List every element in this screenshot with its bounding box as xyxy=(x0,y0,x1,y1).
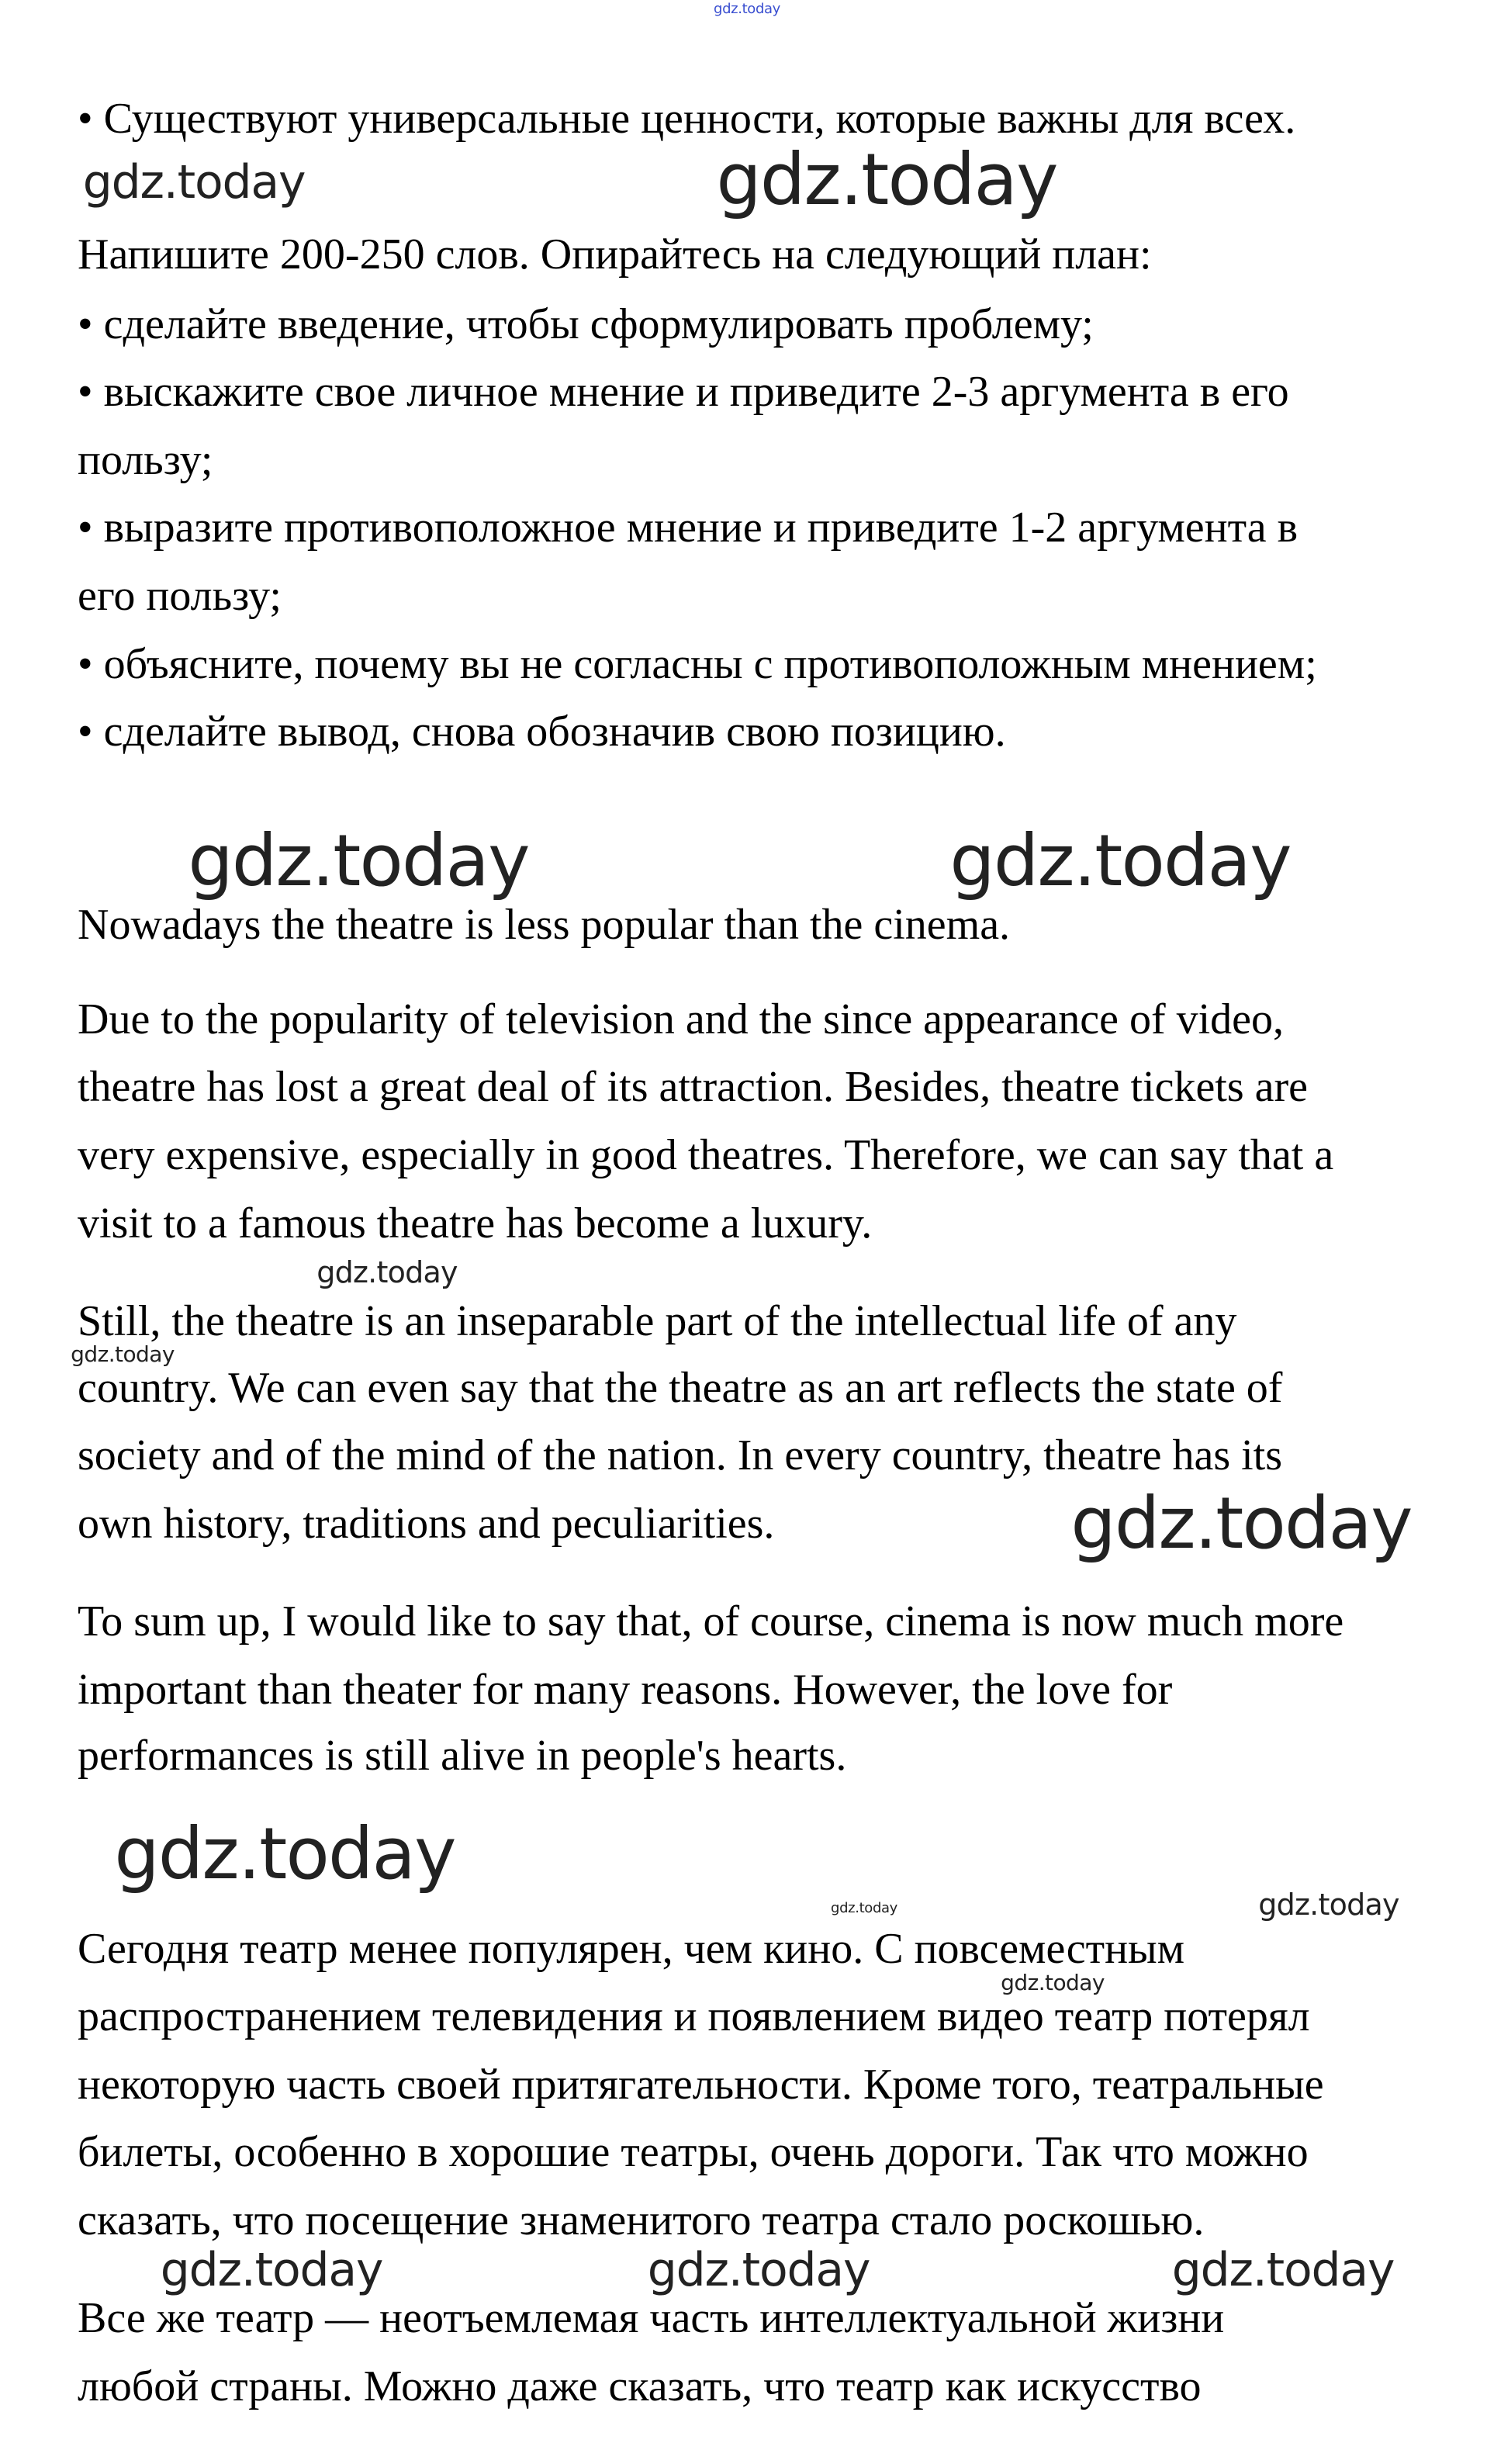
values-bullet: • Существуют универсальные ценности, которые важны для всех. xyxy=(78,95,1296,143)
watermark: gdz.today xyxy=(71,1341,175,1367)
watermark: gdz.today xyxy=(1070,1482,1412,1565)
instruction: Напишите 200-250 слов. Опирайтесь на следующий план: xyxy=(78,230,1152,279)
essay-en-line: very expensive, especially in good theatres. Therefore, we can say that a xyxy=(78,1131,1334,1179)
watermark: gdz.today xyxy=(714,1,780,17)
plan-line: • выскажите свое личное мнение и приведите 2-3 аргумента в его xyxy=(78,368,1289,416)
watermark: gdz.today xyxy=(1171,2243,1395,2297)
essay-en-line: society and of the mind of the nation. In every country, theatre has its xyxy=(78,1431,1283,1479)
watermark: gdz.today xyxy=(831,1900,897,1916)
essay-en-line: theatre has lost a great deal of its attraction. Besides, theatre tickets are xyxy=(78,1063,1309,1111)
watermark: gdz.today xyxy=(188,819,529,902)
watermark: gdz.today xyxy=(1258,1888,1399,1922)
essay-en-line: To sum up, I would like to say that, of course, cinema is now much more xyxy=(78,1597,1344,1646)
essay-en-line: country. We can even say that the theatre as an art reflects the state of xyxy=(78,1364,1283,1412)
essay-en-line: Due to the popularity of television and the since appearance of video, xyxy=(78,995,1285,1043)
plan-line: • объясните, почему вы не согласны с противоположным мнением; xyxy=(78,640,1317,688)
plan-line: его пользу; xyxy=(78,572,282,620)
watermark: gdz.today xyxy=(1001,1970,1105,1995)
essay-en-line: Nowadays the theatre is less popular than the cinema. xyxy=(78,901,1011,949)
essay-ru-line: Все же театр — неотъемлемая часть интеллектуальной жизни xyxy=(78,2294,1225,2342)
essay-en-line: important than theater for many reasons. However, the love for xyxy=(78,1666,1173,1714)
watermark: gdz.today xyxy=(114,1812,455,1895)
plan-line: • выразите противоположное мнение и приведите 1-2 аргумента в xyxy=(78,504,1299,552)
watermark: gdz.today xyxy=(82,155,306,209)
essay-en-line: visit to a famous theatre has become a luxury. xyxy=(78,1199,873,1248)
essay-ru-line: любой страны. Можно даже сказать, что театр как искусство xyxy=(78,2362,1202,2410)
essay-ru-line: билеты, особенно в хорошие театры, очень дороги. Так что можно xyxy=(78,2128,1309,2176)
watermark: gdz.today xyxy=(949,819,1291,902)
essay-ru-line: некоторую часть своей притягательности. Кроме того, театральные xyxy=(78,2061,1324,2109)
plan-line: • сделайте вывод, снова обозначив свою позицию. xyxy=(78,708,1006,756)
plan-line: • сделайте введение, чтобы сформулировать проблему; xyxy=(78,300,1094,348)
essay-en-line: own history, traditions and peculiarities. xyxy=(78,1500,775,1548)
essay-ru-line: Сегодня театр менее популярен, чем кино. С повсеместным xyxy=(78,1925,1185,1973)
essay-en-line: performances is still alive in people's hearts. xyxy=(78,1732,847,1780)
plan-line: пользу; xyxy=(78,436,213,484)
essay-ru-line: распространением телевидения и появлением видео театр потерял xyxy=(78,1992,1310,2040)
watermark: gdz.today xyxy=(647,2243,870,2297)
watermark: gdz.today xyxy=(316,1255,458,1289)
watermark: gdz.today xyxy=(716,138,1057,221)
essay-en-line: Still, the theatre is an inseparable part of the intellectual life of any xyxy=(78,1297,1237,1345)
watermark: gdz.today xyxy=(160,2243,383,2297)
essay-ru-line: сказать, что посещение знаменитого театра стало роскошью. xyxy=(78,2196,1205,2244)
